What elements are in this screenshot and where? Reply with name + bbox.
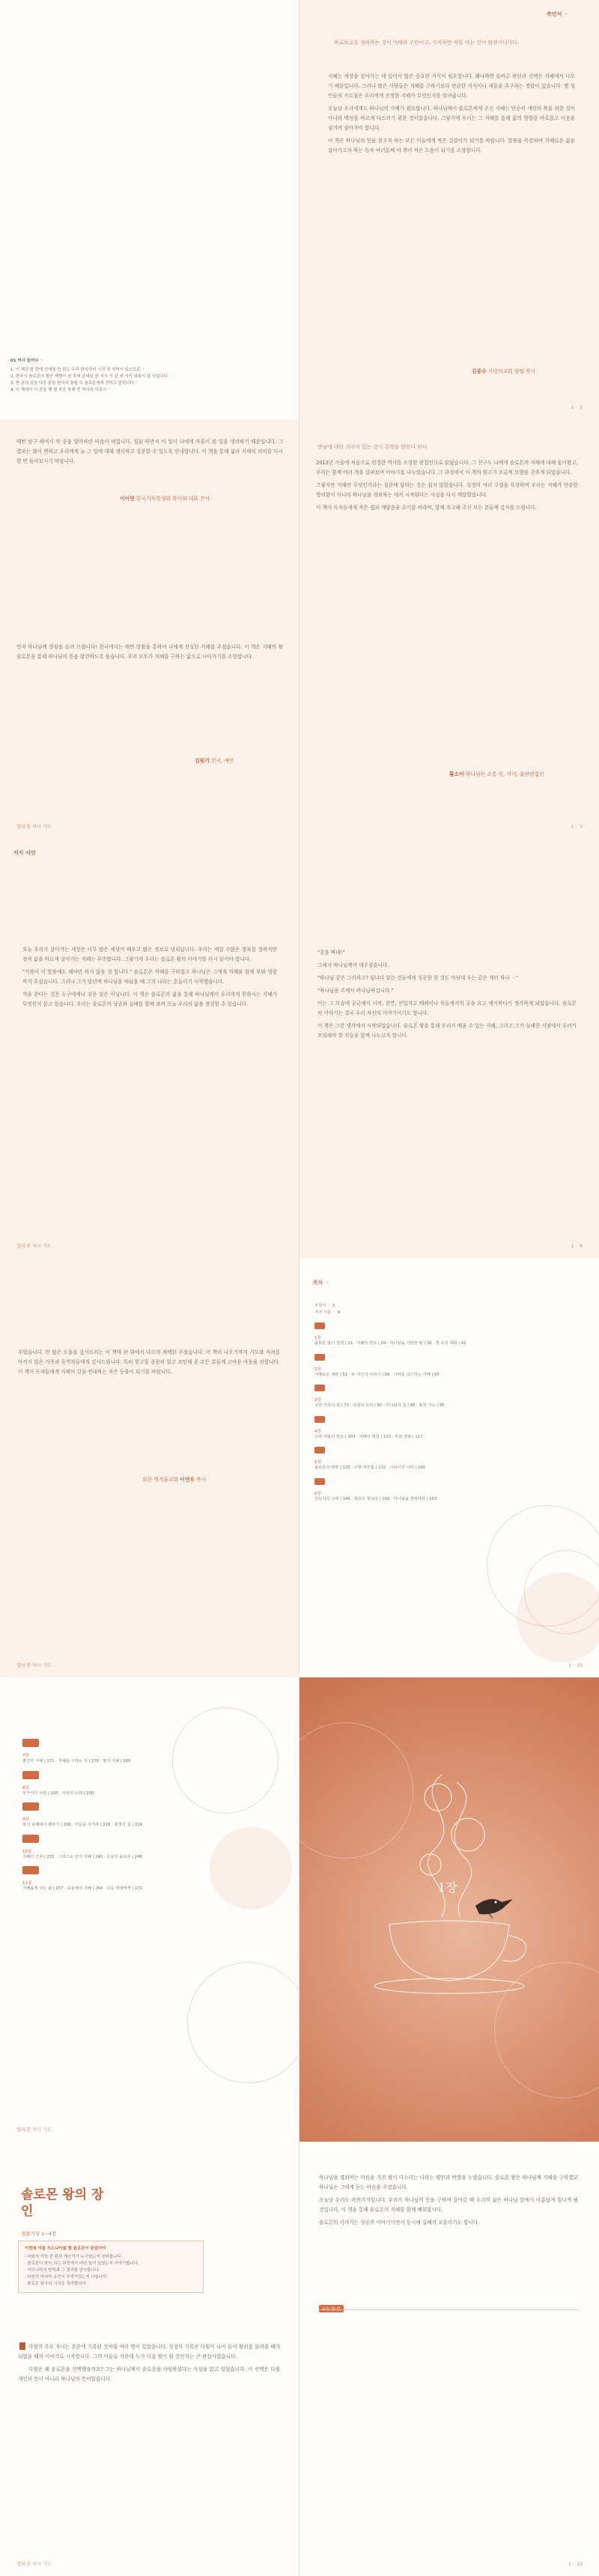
page-number: 1ㆍ 23 <box>568 2562 583 2567</box>
chapter-tag <box>22 1866 39 1874</box>
page-preface <box>0 839 300 1258</box>
toc-chapter[interactable] <box>22 1801 247 1829</box>
page-toc <box>300 1258 599 1677</box>
chapter-tag <box>314 1322 325 1329</box>
foreword-signature <box>472 367 535 374</box>
paragraph: 오늘날 우리에게도 하나님의 지혜가 필요합니다. 하나님께서 솔로몬에게 주신 지혜는 단순히 개인의 복을 위한 것이 아니라 백성을 바르게 다스리기 위한 것이었습니다. 그렇기에 우리는 그 지혜를 통해 삶의 방향을 바로잡고 이웃을 섬기며 살아가야 합니다. <box>328 106 575 131</box>
foreword-quote: 하로보로를 정하하는 것이 이해와 고민이고, 가져하면 자를 아는 것이 탐정이니이다. <box>334 40 520 46</box>
paragraph: 역을 쓴다는 것은 누구에게나 쉬운 일은 아닙니다. 이 책은 솔로몬의 삶을 통해 하나님께서 우리에게 원하시는 지혜가 무엇인지 묻고 있습니다. 우리는 솔로몬의 성공과 실패를 함께 보며 오늘 우리의 삶을 점검할 수 있습니다. <box>22 991 277 1007</box>
page-preface-end <box>0 1258 300 1677</box>
chapter-summary-box <box>18 2241 204 2293</box>
chapter-tag <box>314 1354 325 1361</box>
chapter-label: 9장 <box>22 1817 29 1822</box>
box-title: 이번에 이를 지도나이를 함 솔로몬이 읽었어야 <box>25 2247 106 2251</box>
signature-title: 목사 <box>196 1477 207 1483</box>
page-header: 저자 서언 <box>13 850 36 856</box>
chapter-entries: 아가서의 사랑 | 193 · 사랑의 노래 | 200 <box>22 1790 94 1796</box>
chapter-label: 8장 <box>22 1785 29 1790</box>
preface-body <box>22 945 277 1012</box>
chapter-body-continued <box>319 2173 578 2231</box>
chapter-tag <box>22 1835 39 1843</box>
chapter-tag <box>314 1385 325 1391</box>
chapter-tag <box>314 1478 325 1485</box>
paragraph: 오늘날 우리도 마찬가지입니다. 우리가 하나님의 뜻을 구하며 살아갈 때 우리의 삶은 하나님 앞에서 아름답게 빛나게 될 것입니다. 이 책을 통해 솔로몬의 지혜를 함께 배워봅시다. <box>319 2197 578 2213</box>
chapter-title: 솔로몬 왕의 장인 <box>21 2187 104 2219</box>
chapter-tag <box>22 1802 39 1811</box>
chapter-label: 6장 <box>314 1491 321 1496</box>
page-endorsement-right <box>300 419 599 839</box>
chapter-tag <box>22 1739 39 1747</box>
paragraph: 2013년 가을에 처음으로 원정한 역사를 소장한 편집인으로 읽었습니다. 그 친구도 나에게 솔로몬의 지혜에 대해 물어왔고, 우리는 함께 여러 책을 살펴보며 이야기를 나누었습니다. 그 과정에서 이 책의 원고가 조금씩 모양을 갖추게 되었습니다. <box>316 460 578 476</box>
bird-icon <box>475 1899 513 1919</box>
chapter-label: 11장 <box>22 1881 32 1886</box>
paragraph: 이는 그 모습에 궁금해서 시작, 잠깐, 선입지고 배뀌어나 목들에서의 궁을 요고 얘기하다가 생각하게 되었습니다. 솔로몬의 이야기는 결국 우리 자신의 이야기이기도 합니다. <box>317 1000 577 1016</box>
preface-signature <box>142 1475 206 1483</box>
paragraph: 솔로몬의 이야기는 성공의 이야기이면서 동시에 실패의 교훈이기도 합니다. <box>319 2220 480 2226</box>
chapter-subtitle: 열왕기상 1~4장 <box>21 2231 57 2237</box>
toc-chapter[interactable] <box>314 1352 539 1379</box>
spread-6 <box>0 2142 599 2576</box>
page-preface-right <box>300 839 599 1258</box>
chapter-label: 1장 <box>438 1880 457 1895</box>
paragraph: "같을 짜네!" <box>317 950 345 956</box>
toc-intro-1[interactable]: 추천서 ㆍ 5 <box>314 1304 335 1308</box>
footnote-3: 3. 한 권의 일을 다른 분들 한국의 통합 또 솔로몬에게 전하고 알림니다 ㆍ <box>10 381 139 386</box>
endorsement-1-body: 매번 탐구 하여서 작 공을 알아바린 마음이 퍼집니다. 일을 하면서 이 일이 나에게 마음이 된 일을 생각하기 때문입니다. 그 결과는 많이 변하고 우리에게 늘 그 일에 대해 생각하고 질문할 수 있도록 안내합니다. 이 책을 통해 삶과 지혜의 의미를 다시 한 번 돌아보시기 바랍니다. <box>16 439 283 464</box>
toc-chapter[interactable] <box>314 1445 539 1471</box>
paragraph: 이 책은 하나님의 뜻을 찾고자 하는 모든 이들에게 작은 길잡이가 되기를 바랍니다. 말씀을 묵상하며 지혜로운 삶을 살아가고자 하는 독자 여러분께 이 책이 작은 도움이 되기를 소망합니다. <box>328 138 575 154</box>
page-blank-left <box>0 0 300 419</box>
paragraph: 그제서 하나님께서 대주셨습니다. <box>317 962 389 968</box>
signature-role: 위한 명지율교회 <box>142 1477 179 1483</box>
page-number: 열의 한 역사 기도 <box>16 2562 52 2567</box>
spread-5 <box>0 1677 599 2142</box>
decorative-dot <box>517 1573 599 1662</box>
endorsement-1-signature <box>120 494 210 502</box>
tag-label <box>319 2305 344 2312</box>
chapter-tag <box>22 1771 39 1779</box>
toc-chapter[interactable] <box>314 1382 539 1409</box>
toc-chapter[interactable] <box>314 1476 539 1503</box>
signature-name: 김원기 <box>195 758 210 764</box>
paragraph: 이 책이 독자들에게 작은 쉼과 깨달음을 주기를 바라며, 함께 수고해 주신 모든 분들께 감사를 드립니다. <box>316 505 537 511</box>
chapter-label: 5장 <box>314 1460 321 1465</box>
signature-title: 사랑의교회 담임 목사 <box>487 368 536 374</box>
signature-name: 김종수 <box>472 368 487 374</box>
page-number: 열의 한 역사 기도 <box>16 2127 52 2133</box>
spread-4 <box>0 1258 599 1678</box>
toc-chapter[interactable] <box>22 1770 247 1797</box>
chapter-tag <box>314 1416 325 1423</box>
footnote-1: 1. 이 책은 한 번에 안에를 만 읽는 우리 한국사의 시작 과 지역이 있으므로 ㆍ <box>10 368 146 372</box>
page-number: 열의 한 역사 기도 <box>16 1663 52 1668</box>
footnote-2: 2. 한국사 솔로몬의 평안 백범이 한 후에 준비된 한 지식 이 앞 세 가지 내용이 알 사업니다 ㆍ <box>10 374 173 379</box>
tag-rule <box>319 2309 578 2310</box>
page-number: 1ㆍ 9 <box>571 1244 583 1249</box>
page-number: 1ㆍ 10 <box>568 1663 583 1668</box>
page-toc-continued <box>0 1677 300 2142</box>
paragraph: 지혜는 세상을 살아가는 데 있어서 많은 중요한 지식이 필요합니다. 왜냐하면 올바른 판단과 선택은 지혜에서 나오기 때문입니다. 그러나 많은 사람들은 지혜를 구하기보다 단순한 지식이나 재물을 추구하는 경향이 있습니다. 옛 성인들의 가르침은 우리에게 진정한 지혜가 무엇인지를 알려줍니다. <box>328 73 576 99</box>
page-number: 1ㆍ 1 <box>571 405 583 410</box>
signature-name: 이연우 <box>180 1477 195 1483</box>
page-foreword <box>300 0 599 419</box>
paragraph: 다윗의 주요 자녀는 본문에 기록된 것처럼 여러 명이 있었습니다. 성경의 기록은 다윗이 나이 들어 왕위를 물려줄 때가 되었을 때의 이야기로 시작합니다. 그의 아들들 가운데 누가 다음 왕이 될 것인지는 큰 관심사였습니다. <box>18 2344 280 2360</box>
decorative-circle <box>187 1962 300 2083</box>
chapter-label: 7장 <box>22 1754 29 1758</box>
endorsement-2-body: 먼저 하나님께 영광을 올려 드립니다! 한국에서는 매번 말씀을 통하여 나에게 진실한 지혜를 주셨습니다. 이 책은 지혜의 왕 솔로몬을 통해 하나님의 뜻을 발견하도록 돕습니다. 우리 모두가 지혜를 구하는 삶으로 나아가기를 소망합니다. <box>16 644 283 660</box>
box-line: · 솔로몬이 왕이 되는 과정에서 어떤 일이 있었는지 이야기합니다. <box>25 2261 139 2266</box>
signature-title: 전서, 예안 <box>210 758 234 764</box>
toc-chapter[interactable] <box>22 1833 247 1861</box>
signature-title: 한국기독학생회 학사회 대표 간사 <box>136 496 210 502</box>
page-chapter-opener <box>300 1677 599 2142</box>
endorsement-signature <box>449 770 544 777</box>
signature-name: 이이연 <box>120 496 135 502</box>
page-number: 열의 한 역사 기도 <box>16 1244 52 1249</box>
chapter-entries: 솔로몬 왕의 정원 | 21 · 지혜의 약속 | 29 · 하나님을 사랑한 왕 | 36 · 꿈 속의 대화 | 42 <box>314 1341 466 1346</box>
paragraph: "거룩이 이 말씀에도 해야만 하지 않을 것 합니다." 솔로몬은 지혜를 구하였고 하나님은 그에게 지혜와 함께 부와 영광까지 주셨습니다. 그러나 그가 말년에 하나님을 떠났을 때 그의 나라는 흔들리기 시작했습니다. <box>22 969 277 985</box>
footnote-4: 4. 이 책에서 이 공을 행 될 곳을 통해 먼 역사의 이로서 ㆍ <box>10 388 112 392</box>
page-chapter-1-continued <box>300 2142 599 2576</box>
page-endorsements <box>0 419 300 839</box>
paragraph: "하나님을 주께서 하나님하십니다." <box>317 988 394 994</box>
footnotes-title: 01 역사 들여다 ㆍ <box>10 359 44 363</box>
paragraph: 하나님을 경외하는 마음을 가진 왕이 다스리는 나라는 평안과 번영을 누렸습니다. 솔로몬 왕은 하나님께 지혜를 구하였고 하나님은 그에게 듣는 마음을 주셨습니다. <box>319 2175 578 2190</box>
page-number: 1ㆍ 7 <box>571 824 583 830</box>
chapter-label: 2장 <box>314 1367 321 1372</box>
chapter-entries: 지혜롭게 사는 삶 | 257 · 공동체의 지혜 | 264 · 다음 세대에게 | 272 <box>22 1886 142 1891</box>
discussion-tag <box>319 2299 344 2313</box>
box-line: · 솔로몬 왕국의 시작을 정리합니다. <box>25 2282 88 2286</box>
chapter-label: 1장 <box>314 1336 321 1340</box>
chapter-entries: 왕의 실패에서 배우기 | 209 · 마음을 지키라 | 216 · 회개의 길 | 224 <box>22 1823 142 1827</box>
page-number: 열의 한 역사 기도 <box>16 824 52 830</box>
endorsement-body <box>316 458 578 516</box>
chapter-entries: 성전 건축의 꿈 | 73 · 다윗의 유언 | 80 · 하나님의 집 | 88 · 봉헌 기도 | 95 <box>314 1403 445 1408</box>
foreword-body <box>328 72 575 159</box>
paragraph: 이 책은 그런 생각에서 시작되었습니다. 솔로몬 왕을 통해 우리가 배울 수 있는 지혜, 그리고 그가 실패한 지점에서 우리가 조심해야 할 것들을 함께 나누고자 합니다. <box>317 1023 577 1039</box>
paragraph: 오늘 우리가 살아가는 세상은 너무 많은 세상이 배우고 많은 정보로 넘쳐납니다. 우리는 매일 수많은 정보를 접하지만 정작 삶을 바르게 살아가는 지혜는 부족합니다. 그렇기에 우리는 솔로몬 왕의 이야기를 다시 읽어야 합니다. <box>22 947 277 962</box>
chapter-body <box>18 2342 280 2387</box>
chapter-label: 3장 <box>314 1398 321 1403</box>
toc-chapter[interactable] <box>22 1737 247 1765</box>
toc-list <box>22 1737 247 1897</box>
box-line: · 다윗의 아들 중 왕위 계승자가 누구였는지 살펴봅니다. <box>25 2255 122 2259</box>
toc-intro-2[interactable]: 저자 서문 ㆍ 9 <box>314 1310 341 1315</box>
footnotes <box>10 358 198 394</box>
preface-closing: 주었습니다. 만 많은 도움을 감사드리는 이 책에 관 위에서 다르게 채택한 주셨습니다. 이 책이 나오기까지 기도와 격려를 아끼지 않은 가족과 동역자들에게 감사드립니다. 특히 원고를 꼼꼼히 읽고 조언해 준 모든 분들께 고마운 마음을 전합니다. 이 책이 독자들에게 지혜의 길을 안내하는 작은 등불이 되기를 바랍니다. <box>18 1349 280 1375</box>
paragraph: 그렇지만 지혜란 무엇인가라는 질문에 답하는 것은 쉽지 않았습니다. 성경의 여러 구절을 묵상하며 우리는 지혜가 단순한 영리함이 아니라 하나님을 경외하는 데서 시작된다는 사실을 다시 깨달았습니다. <box>316 482 578 498</box>
toc-title: 목차 ㆍ <box>313 1280 330 1286</box>
chapter-tag <box>314 1447 325 1453</box>
chapter-entries: 솔로몬의 타락 | 125 · 이방 여인들 | 132 · 나뉘어진 나라 | 140 <box>314 1465 425 1470</box>
signature-title: 하나님는 소통 중, 지미, 출판편집인 <box>465 771 544 777</box>
toc-chapter[interactable] <box>22 1865 247 1892</box>
chapter-entries: 지혜의 근원 | 233 · 그리스도 안의 지혜 | 240 · 오늘의 솔로몬 | 248 <box>22 1854 142 1859</box>
chapter-entries: 전도서의 고백 | 149 · 헛되고 헛되다 | 156 · 하나님을 경외하라 | 163 <box>314 1496 437 1501</box>
paragraph: 다윗은 왜 솔로몬을 선택했을까요? 그는 하나님께서 솔로몬을 사랑하셨다는 사실을 알고 있었습니다. 이 선택은 다윗 개인의 뜻이 아니라 하나님의 뜻이었습니다. <box>18 2366 280 2382</box>
toc-chapter[interactable] <box>314 1414 539 1441</box>
page-header: 축언서 ㆍ <box>547 11 569 17</box>
chapter-entries: 스바 여왕의 방문 | 103 · 지혜의 명성 | 110 · 부와 영광 | 117 <box>314 1434 423 1439</box>
endorsement-quote: 만남에 대한 지식이 있는 것이 분명을 밝힌다 하니 <box>317 444 428 450</box>
chapter-entries: 지혜로운 재판 | 51 · 두 여인의 이야기 | 58 · 나라를 다스리는 지혜 | 65 <box>314 1372 440 1377</box>
box-line: · 아도니야의 반역과 그 결과를 알아봅니다. <box>25 2268 100 2273</box>
box-line: · 다윗의 마지막 유언이 무엇이었는지 나눕니다. <box>25 2275 108 2279</box>
spread-2 <box>0 419 599 839</box>
teacup-illustration <box>300 1677 599 2142</box>
page-chapter-1-start <box>0 2142 300 2576</box>
preface-body-continued <box>317 948 577 1044</box>
endorsement-2-signature <box>195 756 234 764</box>
paragraph: "하나님 같은 그리하고? 됩니다 알는 것들에게 성공할 한 것도 아닌데 우는 같은 게이 하나 ㆍ" <box>317 975 519 981</box>
spread-3 <box>0 839 599 1259</box>
chapter-label: 10장 <box>22 1849 32 1854</box>
spread-1 <box>0 0 599 420</box>
toc-chapter[interactable] <box>314 1320 539 1347</box>
chapter-entries: 잠언의 지혜 | 171 · 지혜를 구하는 자 | 178 · 말의 지혜 | 185 <box>22 1759 131 1764</box>
toc-list <box>314 1303 539 1507</box>
chapter-label: 4장 <box>314 1429 321 1434</box>
signature-name: 황소이 <box>449 771 464 777</box>
